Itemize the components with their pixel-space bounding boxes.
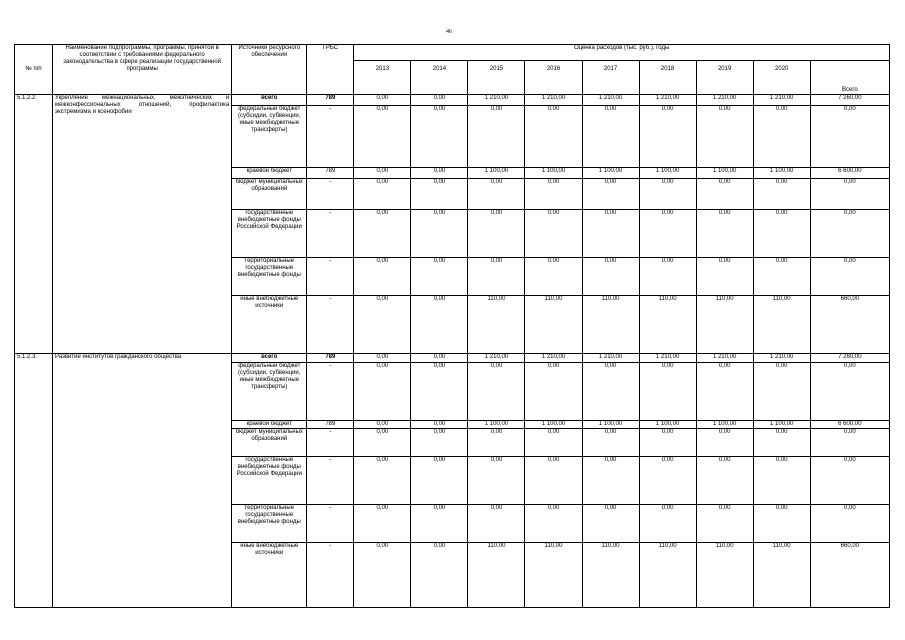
page-number: 46	[446, 29, 452, 35]
value-cell: 0,00	[696, 179, 753, 210]
section-number: 5.1.2.2.	[15, 95, 53, 354]
value-cell: 0,00	[354, 258, 411, 296]
value-cell: 0,00	[639, 106, 696, 168]
source-cell: государственные внебюджетные фонды Российской Федерации	[232, 210, 307, 258]
header-estimate: Оценка расходов (тыс. руб.), годы	[354, 45, 890, 61]
value-cell: 0,00	[582, 258, 639, 296]
header-year: 2014	[411, 61, 468, 95]
value-cell: 110,00	[525, 543, 582, 608]
value-cell: 0,00	[525, 363, 582, 421]
value-cell: 0,00	[468, 363, 525, 421]
value-cell: 0,00	[639, 210, 696, 258]
grbs-cell: -	[307, 363, 354, 421]
value-cell: 1 210,00	[696, 354, 753, 363]
value-cell: 0,00	[753, 457, 810, 505]
source-cell: всего	[232, 354, 307, 363]
value-cell: 1 210,00	[525, 95, 582, 106]
value-cell: 0,00	[639, 258, 696, 296]
value-cell: 1 210,00	[639, 95, 696, 106]
value-cell: 0,00	[468, 210, 525, 258]
grbs-cell: 789	[307, 354, 354, 363]
value-cell: 0,00	[582, 363, 639, 421]
budget-table	[14, 44, 890, 608]
grbs-cell: -	[307, 179, 354, 210]
value-cell: 0,00	[354, 168, 411, 179]
value-cell: 0,00	[753, 429, 810, 457]
value-cell: 0,00	[525, 258, 582, 296]
section-title: Развитие институтов гражданского общества	[53, 354, 232, 608]
value-cell: 0,00	[468, 106, 525, 168]
value-cell: 0,00	[354, 505, 411, 543]
value-cell: 0,00	[639, 457, 696, 505]
value-cell: 0,00	[525, 457, 582, 505]
value-cell: 0,00	[582, 106, 639, 168]
value-cell: 110,00	[696, 296, 753, 354]
value-cell: 0,00	[411, 354, 468, 363]
total-cell: 7 260,00	[810, 354, 889, 363]
value-cell: 0,00	[411, 421, 468, 429]
value-cell: 1 100,00	[582, 421, 639, 429]
header-year: 2019	[696, 61, 753, 95]
value-cell: 110,00	[639, 543, 696, 608]
value-cell: 0,00	[582, 429, 639, 457]
value-cell: 0,00	[411, 429, 468, 457]
value-cell: 0,00	[354, 296, 411, 354]
value-cell: 110,00	[525, 296, 582, 354]
source-cell: всего	[232, 95, 307, 106]
header-year: 2017	[582, 61, 639, 95]
grbs-cell: -	[307, 258, 354, 296]
value-cell: 0,00	[411, 210, 468, 258]
value-cell: 0,00	[696, 363, 753, 421]
total-cell: 7 260,00	[810, 95, 889, 106]
source-cell: иные внебюджетные источники	[232, 543, 307, 608]
value-cell: 0,00	[354, 543, 411, 608]
value-cell: 110,00	[753, 543, 810, 608]
total-cell: 0,00	[810, 429, 889, 457]
value-cell: 0,00	[354, 179, 411, 210]
value-cell: 0,00	[468, 179, 525, 210]
value-cell: 0,00	[354, 106, 411, 168]
value-cell: 0,00	[582, 210, 639, 258]
value-cell: 0,00	[696, 505, 753, 543]
value-cell: 1 100,00	[696, 421, 753, 429]
section-number: 5.1.2.3.	[15, 354, 53, 608]
header-number: № п/п	[15, 45, 53, 95]
value-cell: 0,00	[753, 363, 810, 421]
value-cell: 0,00	[639, 179, 696, 210]
header-year: 2013	[354, 61, 411, 95]
value-cell: 0,00	[696, 106, 753, 168]
value-cell: 0,00	[582, 505, 639, 543]
total-cell: 0,00	[810, 363, 889, 421]
value-cell: 110,00	[468, 296, 525, 354]
value-cell: 1 210,00	[468, 95, 525, 106]
value-cell: 1 210,00	[468, 354, 525, 363]
value-cell: 0,00	[354, 354, 411, 363]
grbs-cell: -	[307, 505, 354, 543]
value-cell: 1 100,00	[468, 168, 525, 179]
value-cell: 0,00	[753, 106, 810, 168]
value-cell: 1 100,00	[696, 168, 753, 179]
value-cell: 1 100,00	[525, 421, 582, 429]
table-row	[15, 95, 890, 106]
value-cell: 110,00	[582, 296, 639, 354]
value-cell: 0,00	[525, 505, 582, 543]
value-cell: 1 210,00	[525, 354, 582, 363]
value-cell: 0,00	[411, 179, 468, 210]
value-cell: 0,00	[411, 505, 468, 543]
header-grbs: ГРБС	[307, 45, 354, 95]
value-cell: 0,00	[696, 210, 753, 258]
source-cell: территориальные государственные внебюджетные фонды	[232, 258, 307, 296]
value-cell: 0,00	[525, 106, 582, 168]
value-cell: 110,00	[696, 543, 753, 608]
value-cell: 0,00	[582, 179, 639, 210]
value-cell: 0,00	[354, 429, 411, 457]
header-total: Всего	[810, 61, 889, 95]
total-cell: 0,00	[810, 179, 889, 210]
value-cell: 0,00	[411, 363, 468, 421]
value-cell: 1 210,00	[753, 354, 810, 363]
value-cell: 0,00	[468, 457, 525, 505]
value-cell: 0,00	[411, 457, 468, 505]
value-cell: 1 100,00	[525, 168, 582, 179]
header-year: 2016	[525, 61, 582, 95]
source-cell: федеральный бюджет (субсидии, субвенции, иные межбюджетные трансферты)	[232, 363, 307, 421]
grbs-cell: -	[307, 457, 354, 505]
grbs-cell: -	[307, 210, 354, 258]
value-cell: 1 100,00	[639, 421, 696, 429]
value-cell: 0,00	[411, 296, 468, 354]
header-year: 2018	[639, 61, 696, 95]
value-cell: 0,00	[354, 95, 411, 106]
value-cell: 1 210,00	[753, 95, 810, 106]
value-cell: 0,00	[468, 429, 525, 457]
value-cell: 1 210,00	[582, 95, 639, 106]
value-cell: 0,00	[411, 543, 468, 608]
header-year: 2015	[468, 61, 525, 95]
table-row	[15, 354, 890, 363]
total-cell: 660,00	[810, 296, 889, 354]
total-cell: 0,00	[810, 106, 889, 168]
value-cell: 1 100,00	[753, 421, 810, 429]
value-cell: 0,00	[411, 168, 468, 179]
value-cell: 0,00	[753, 179, 810, 210]
value-cell: 0,00	[354, 363, 411, 421]
value-cell: 0,00	[696, 429, 753, 457]
source-cell: территориальные государственные внебюджетные фонды	[232, 505, 307, 543]
grbs-cell: 789	[307, 95, 354, 106]
value-cell: 0,00	[354, 210, 411, 258]
source-cell: краевой бюджет	[232, 421, 307, 429]
value-cell: 0,00	[639, 429, 696, 457]
value-cell: 0,00	[411, 95, 468, 106]
grbs-cell: -	[307, 543, 354, 608]
value-cell: 110,00	[639, 296, 696, 354]
value-cell: 0,00	[753, 258, 810, 296]
section-title: Укрепление межнациональных, межэтнических и межконфессиональных отношений, профилактика экстремизма и ксенофобии	[53, 95, 232, 354]
value-cell: 0,00	[696, 258, 753, 296]
value-cell: 110,00	[753, 296, 810, 354]
total-cell: 0,00	[810, 210, 889, 258]
value-cell: 1 210,00	[696, 95, 753, 106]
header-row	[15, 45, 890, 61]
source-cell: бюджет муниципальных образований	[232, 179, 307, 210]
source-cell: иные внебюджетные источники	[232, 296, 307, 354]
value-cell: 1 100,00	[582, 168, 639, 179]
value-cell: 110,00	[582, 543, 639, 608]
value-cell: 1 210,00	[582, 354, 639, 363]
source-cell: краевой бюджет	[232, 168, 307, 179]
grbs-cell: -	[307, 106, 354, 168]
value-cell: 0,00	[753, 210, 810, 258]
total-cell: 0,00	[810, 457, 889, 505]
source-cell: бюджет муниципальных образований	[232, 429, 307, 457]
total-cell: 6 600,00	[810, 168, 889, 179]
grbs-cell: 789	[307, 168, 354, 179]
value-cell: 110,00	[468, 543, 525, 608]
grbs-cell: 789	[307, 421, 354, 429]
header-name: Наименование подпрограммы, программы, принятой в соответствии с требованиями федерального законодательства в сфере реализации государственной программы	[53, 45, 232, 95]
value-cell: 0,00	[639, 505, 696, 543]
value-cell: 1 100,00	[639, 168, 696, 179]
header-source: Источники ресурсного обеспечения	[232, 45, 307, 95]
grbs-cell: -	[307, 429, 354, 457]
value-cell: 0,00	[354, 421, 411, 429]
value-cell: 0,00	[696, 457, 753, 505]
header-year: 2020	[753, 61, 810, 95]
value-cell: 1 100,00	[468, 421, 525, 429]
value-cell: 0,00	[411, 106, 468, 168]
total-cell: 0,00	[810, 505, 889, 543]
total-cell: 660,00	[810, 543, 889, 608]
value-cell: 0,00	[753, 505, 810, 543]
value-cell: 1 210,00	[639, 354, 696, 363]
value-cell: 1 100,00	[753, 168, 810, 179]
total-cell: 0,00	[810, 258, 889, 296]
value-cell: 0,00	[582, 457, 639, 505]
source-cell: федеральный бюджет (субсидии, субвенции, иные межбюджетные трансферты)	[232, 106, 307, 168]
grbs-cell: -	[307, 296, 354, 354]
value-cell: 0,00	[525, 179, 582, 210]
value-cell: 0,00	[525, 210, 582, 258]
source-cell: государственные внебюджетные фонды Российской Федерации	[232, 457, 307, 505]
value-cell: 0,00	[411, 258, 468, 296]
value-cell: 0,00	[639, 363, 696, 421]
value-cell: 0,00	[525, 429, 582, 457]
value-cell: 0,00	[354, 457, 411, 505]
value-cell: 0,00	[468, 258, 525, 296]
value-cell: 0,00	[468, 505, 525, 543]
total-cell: 6 600,00	[810, 421, 889, 429]
